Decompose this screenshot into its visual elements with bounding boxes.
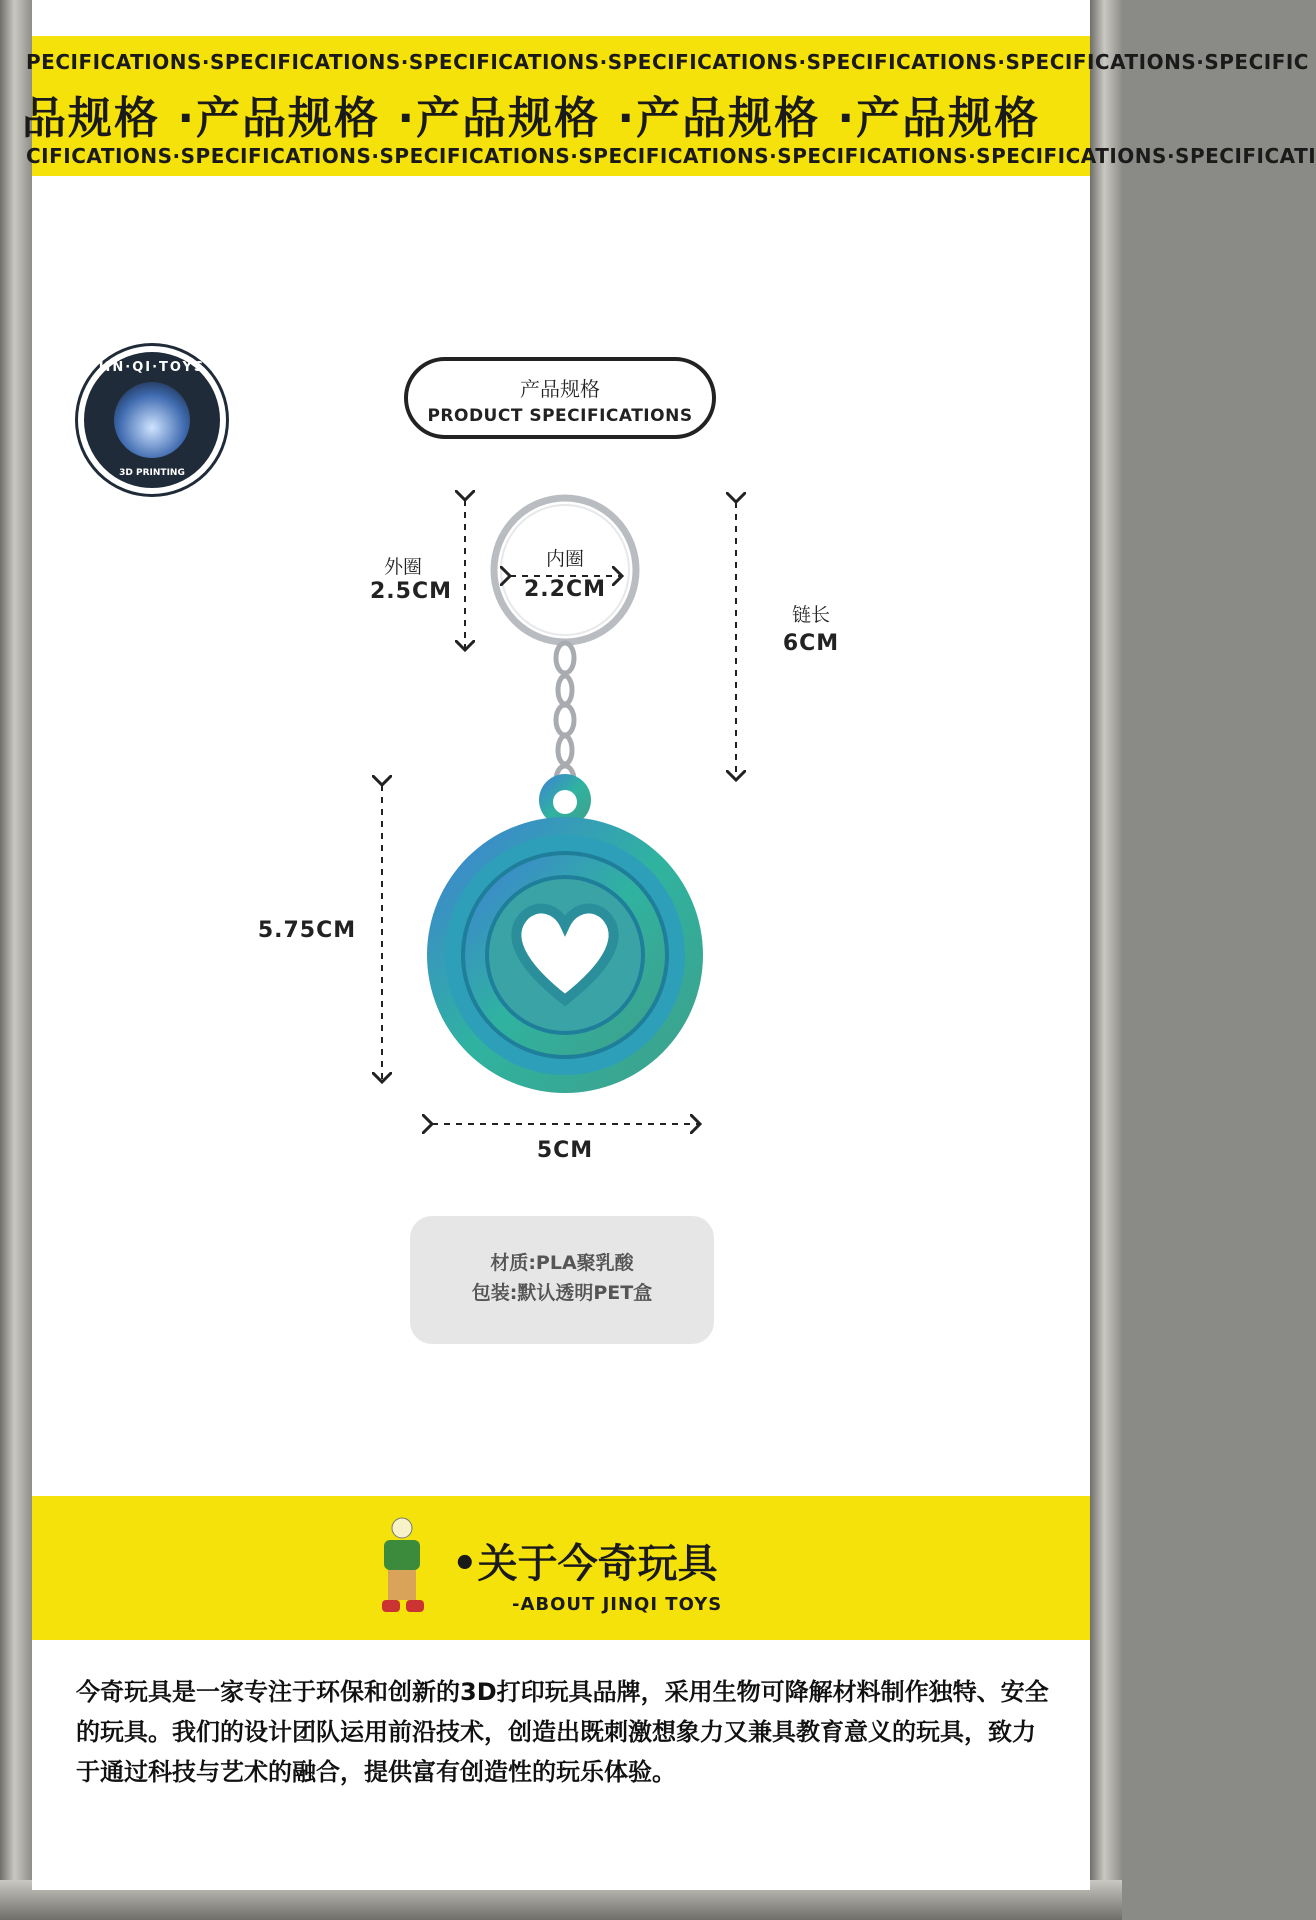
inner-ring-dimension — [520, 544, 610, 602]
heart-spinner-icon — [427, 774, 703, 1093]
outer-ring-label: 外圈 — [383, 556, 422, 578]
chain-icon — [556, 643, 574, 794]
chain-dimension — [776, 600, 846, 656]
material-text: 材质:PLA聚乳酸 — [490, 1252, 634, 1274]
chain-label: 链长 — [791, 604, 830, 626]
height-value: 5.75CM — [257, 918, 357, 943]
spec-en-line-bottom: CIFICATIONS·SPECIFICATIONS·SPECIFICATIONS·SPECIFICATIONS·SPECIFICATIONS·SPECIFICATIONS·SPECIFICATI — [26, 144, 1316, 168]
material-info-card — [410, 1216, 714, 1344]
spec-pill-cn: 产品规格 — [520, 377, 600, 401]
chain-value: 6CM — [782, 631, 840, 656]
packaging-text: 包装:默认透明PET盒 — [471, 1282, 653, 1304]
logo-top-text: JIN·QI·TOYS — [98, 360, 206, 375]
spec-cn-line: 品规格 ·产品规格 ·产品规格 ·产品规格 ·产品规格 — [22, 93, 1041, 144]
spec-en-line-top: PECIFICATIONS·SPECIFICATIONS·SPECIFICATIONS·SPECIFICATIONS·SPECIFICATIONS·SPECIFICATIONS·SPECIFIC — [26, 50, 1309, 74]
inner-ring-value: 2.2CM — [523, 577, 606, 602]
inner-ring-label: 内圈 — [545, 548, 584, 570]
mascot-icon — [362, 1510, 442, 1630]
outer-ring-value: 2.5CM — [370, 579, 453, 604]
width-dimension — [520, 1138, 610, 1163]
outer-ring-dimension — [370, 552, 453, 604]
spec-pill-en: PRODUCT SPECIFICATIONS — [427, 406, 693, 426]
about-paragraph: 今奇玩具是一家专注于环保和创新的3D打印玩具品牌，采用生物可降解材料制作独特、安全的玩具。我们的设计团队运用前沿技术，创造出既刺激想象力又兼具教育意义的玩具，致力于通过科技与艺术的融合，提供富有创造性的玩乐体验。 — [76, 1678, 1049, 1786]
about-subtitle: -ABOUT JINQI TOYS — [512, 1594, 723, 1615]
height-dimension — [248, 918, 366, 943]
about-banner — [32, 1496, 1090, 1640]
width-value: 5CM — [536, 1138, 594, 1163]
logo-bottom-text: 3D PRINTING — [119, 468, 185, 478]
about-title: •关于今奇玩具 — [452, 1541, 718, 1587]
